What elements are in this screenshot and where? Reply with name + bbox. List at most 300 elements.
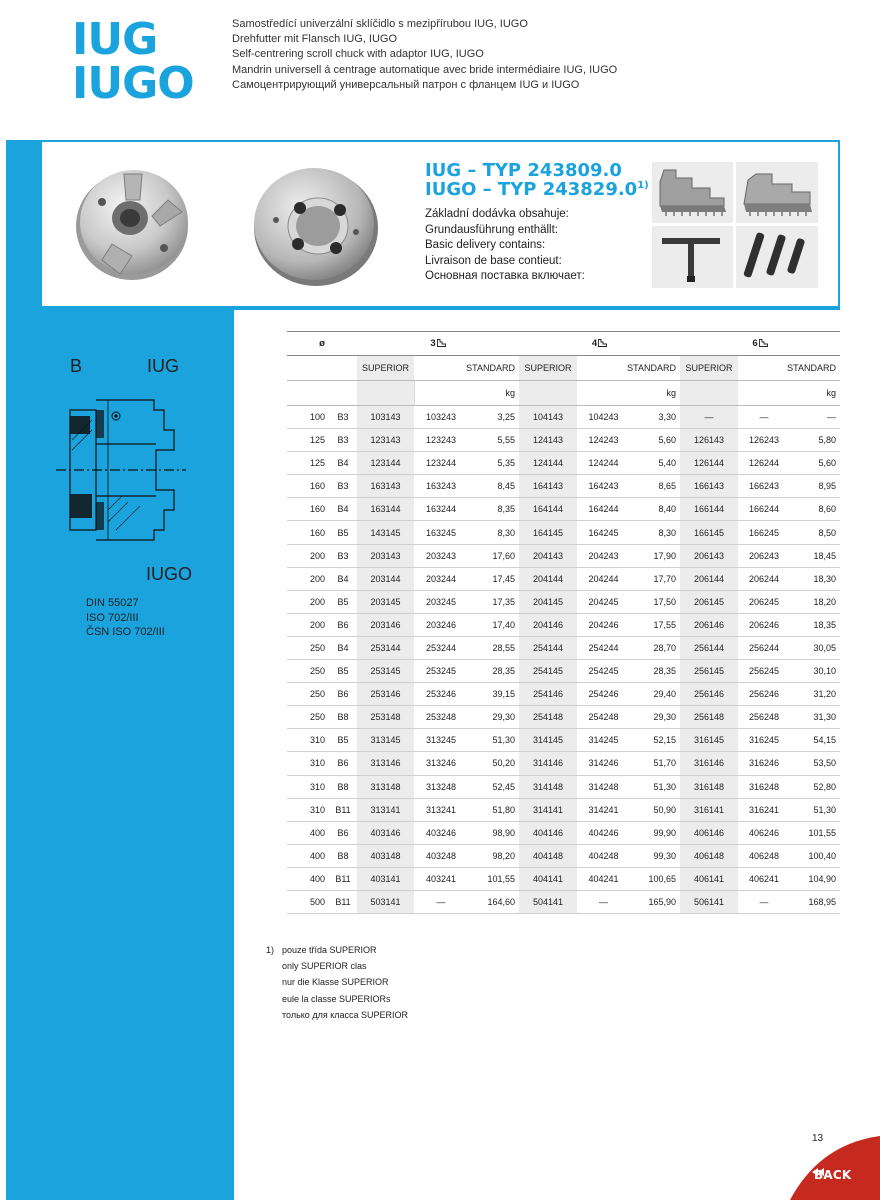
table-row [287, 452, 840, 475]
table-cell: 313141 [357, 798, 414, 821]
table-cell: 204245 [577, 590, 630, 613]
table-cell: 17,55 [630, 613, 680, 636]
table-cell: 28,70 [630, 636, 680, 659]
jaws-3-header [357, 332, 519, 356]
table-cell: — [738, 406, 790, 429]
table-cell: 404148 [519, 844, 577, 867]
table-cell: 30,10 [790, 660, 840, 683]
table-row [287, 729, 840, 752]
table-cell: 254248 [577, 706, 630, 729]
table-cell: 51,70 [630, 752, 680, 775]
table-cell: 28,55 [468, 636, 519, 659]
table-row [287, 429, 840, 452]
table-cell: 17,45 [468, 567, 519, 590]
table-cell: 204243 [577, 544, 630, 567]
table-cell: 8,65 [630, 475, 680, 498]
table-cell: 254144 [519, 636, 577, 659]
table-cell: 8,35 [468, 498, 519, 521]
table-cell: 406246 [738, 821, 790, 844]
table-cell: 313148 [357, 775, 414, 798]
table-cell: 253148 [357, 706, 414, 729]
table-cell: 206144 [680, 567, 738, 590]
table-cell: 253245 [414, 660, 468, 683]
table-cell: 250 [287, 636, 329, 659]
table-cell: 143145 [357, 521, 414, 544]
table-cell: B6 [329, 821, 357, 844]
table-cell: 5,35 [468, 452, 519, 475]
table-cell: 256245 [738, 660, 790, 683]
table-cell: 406146 [680, 821, 738, 844]
table-cell: 404141 [519, 867, 577, 890]
footnote-lines [282, 942, 408, 1023]
footnote [266, 942, 408, 1023]
empty-cell [577, 381, 630, 406]
table-cell: 100,40 [790, 844, 840, 867]
table-cell: 164145 [519, 521, 577, 544]
table-cell: B8 [329, 775, 357, 798]
table-row [287, 498, 840, 521]
table-cell: 101,55 [790, 821, 840, 844]
table-cell: 98,90 [468, 821, 519, 844]
table-cell: B11 [329, 798, 357, 821]
table-cell: 200 [287, 613, 329, 636]
delivery-de: Grundausführung enthällt: [425, 223, 558, 236]
table-cell: 316141 [680, 798, 738, 821]
jaw-icon [437, 339, 446, 347]
table-cell: B11 [329, 867, 357, 890]
table-cell: 203145 [357, 590, 414, 613]
table-cell: 403141 [357, 867, 414, 890]
table-cell: 253248 [414, 706, 468, 729]
table-cell: 51,80 [468, 798, 519, 821]
table-cell: 104,90 [790, 867, 840, 890]
header-row-class [287, 356, 840, 381]
table-cell: B4 [329, 567, 357, 590]
table-cell: 310 [287, 798, 329, 821]
table-cell: 163243 [414, 475, 468, 498]
table-cell: 406248 [738, 844, 790, 867]
table-cell: 31,30 [790, 706, 840, 729]
table-cell: 163144 [357, 498, 414, 521]
table-cell: B3 [329, 429, 357, 452]
delivery-fr: Livraison de base contieut: [425, 254, 562, 267]
table-cell: 54,15 [790, 729, 840, 752]
table-cell: B4 [329, 498, 357, 521]
table-cell: 164144 [519, 498, 577, 521]
jaw-icon [759, 339, 768, 347]
col-standard: STANDARD [414, 356, 519, 381]
title-ru: Самоцентрирующий универсальный патрон с фланцем IUG и IUGO [232, 78, 580, 91]
table-cell: 404246 [577, 821, 630, 844]
table-cell: 52,80 [790, 775, 840, 798]
table-cell: 166244 [738, 498, 790, 521]
footnote-line-ru: только для класса SUPERIOR [282, 1009, 408, 1020]
table-cell: 316146 [680, 752, 738, 775]
table-cell: 103243 [414, 406, 468, 429]
table-cell: 125 [287, 452, 329, 475]
table-cell: B6 [329, 613, 357, 636]
table-row [287, 590, 840, 613]
table-cell: 99,90 [630, 821, 680, 844]
table-row [287, 844, 840, 867]
table-cell: 17,70 [630, 567, 680, 590]
table-cell: 314241 [577, 798, 630, 821]
table-cell: 206245 [738, 590, 790, 613]
label-b: B [70, 356, 83, 376]
table-cell: 250 [287, 706, 329, 729]
footnote-line-cz: pouze třída SUPERIOR [282, 945, 377, 955]
norm-csn: ČSN ISO 702/III [86, 626, 165, 638]
table-cell: 8,30 [630, 521, 680, 544]
table-cell: 168,95 [790, 890, 840, 913]
table-cell: 164244 [577, 498, 630, 521]
table-cell: 8,40 [630, 498, 680, 521]
table-cell: 160 [287, 521, 329, 544]
table-cell: 29,40 [630, 683, 680, 706]
table-cell: B4 [329, 636, 357, 659]
jaws-4-header [519, 332, 680, 356]
table-row [287, 775, 840, 798]
table-cell: 256145 [680, 660, 738, 683]
unit-kg: kg [790, 381, 840, 406]
table-row [287, 660, 840, 683]
table-cell: 206145 [680, 590, 738, 613]
table-cell: 253145 [357, 660, 414, 683]
jaws-4-label: 4 [591, 338, 598, 349]
table-cell: 203246 [414, 613, 468, 636]
table-cell: 200 [287, 544, 329, 567]
table-cell: 314146 [519, 752, 577, 775]
table-cell: 254146 [519, 683, 577, 706]
table-cell: 166144 [680, 498, 738, 521]
table-cell: 316248 [738, 775, 790, 798]
table-cell: 314245 [577, 729, 630, 752]
norms-list [86, 596, 165, 640]
empty-cell [287, 381, 329, 406]
table-cell: B5 [329, 590, 357, 613]
table-cell: 406241 [738, 867, 790, 890]
table-cell: B4 [329, 452, 357, 475]
header-row-units [287, 381, 840, 406]
table-cell: 39,15 [468, 683, 519, 706]
table-cell: 254145 [519, 660, 577, 683]
table-cell: 256144 [680, 636, 738, 659]
table-cell: 164143 [519, 475, 577, 498]
table-row [287, 521, 840, 544]
footnote-line-de: nur die Klasse SUPERIOR [282, 977, 389, 988]
table-cell: 3,30 [630, 406, 680, 429]
table-cell: 28,35 [468, 660, 519, 683]
table-cell: 124244 [577, 452, 630, 475]
back-label[interactable]: BACK [814, 1168, 852, 1182]
table-cell: 125 [287, 429, 329, 452]
table-cell: 313241 [414, 798, 468, 821]
empty-cell [414, 381, 468, 406]
table-cell: 17,90 [630, 544, 680, 567]
table-cell: 203243 [414, 544, 468, 567]
table-row [287, 867, 840, 890]
table-cell: 3,25 [468, 406, 519, 429]
table-cell: 5,60 [790, 452, 840, 475]
table-cell: 256248 [738, 706, 790, 729]
table-cell: 310 [287, 729, 329, 752]
table-cell: 254245 [577, 660, 630, 683]
table-cell: B3 [329, 544, 357, 567]
footnote-ref: 1) [637, 180, 649, 191]
table-body [287, 406, 840, 914]
table-cell: 103143 [357, 406, 414, 429]
table-cell: 51,30 [468, 729, 519, 752]
norm-iso: ISO 702/III [86, 611, 139, 624]
empty-cell [329, 356, 357, 381]
table-cell: 204143 [519, 544, 577, 567]
table-cell: 316241 [738, 798, 790, 821]
table-cell: 163244 [414, 498, 468, 521]
table-cell: 104143 [519, 406, 577, 429]
table-cell: 256148 [680, 706, 738, 729]
table-cell: 160 [287, 498, 329, 521]
chuck-table [287, 331, 840, 914]
table-cell: B8 [329, 706, 357, 729]
diameter-header: ø [287, 332, 357, 356]
table-cell: 164243 [577, 475, 630, 498]
table-cell: 314148 [519, 775, 577, 798]
table-cell: — [414, 890, 468, 913]
type-heading [425, 161, 649, 199]
col-superior: SUPERIOR [519, 356, 577, 381]
table-cell: 316148 [680, 775, 738, 798]
label-iugo: IUGO [146, 564, 193, 584]
table-cell: 5,55 [468, 429, 519, 452]
table-cell: 51,30 [790, 798, 840, 821]
title-en: Self-centrering scroll chuck with adaptor IUG, IUGO [232, 48, 484, 61]
table-cell: 101,55 [468, 867, 519, 890]
table-row [287, 544, 840, 567]
table-cell: 500 [287, 890, 329, 913]
table-cell: 203146 [357, 613, 414, 636]
table-cell: 18,45 [790, 544, 840, 567]
jaws-6-label: 6 [752, 338, 758, 349]
table-cell: 404146 [519, 821, 577, 844]
table-cell: 400 [287, 867, 329, 890]
table-cell: 204244 [577, 567, 630, 590]
type-iugo [425, 180, 649, 199]
table-cell: 52,15 [630, 729, 680, 752]
empty-cell [738, 381, 790, 406]
label-iug: IUG [147, 356, 180, 376]
table-cell: 50,90 [630, 798, 680, 821]
table-cell: B5 [329, 521, 357, 544]
table-header [287, 332, 840, 406]
table-cell: 206244 [738, 567, 790, 590]
table-cell: 254244 [577, 636, 630, 659]
table-cell: 100,65 [630, 867, 680, 890]
table-row [287, 752, 840, 775]
table-cell: 123143 [357, 429, 414, 452]
table-cell: 165,90 [630, 890, 680, 913]
table-cell: 316245 [738, 729, 790, 752]
table-cell: 124144 [519, 452, 577, 475]
table-cell: 253246 [414, 683, 468, 706]
col-superior: SUPERIOR [680, 356, 738, 381]
table-cell: 403246 [414, 821, 468, 844]
table-cell: 163143 [357, 475, 414, 498]
table-cell: 8,30 [468, 521, 519, 544]
table-cell: 316145 [680, 729, 738, 752]
table-cell: 250 [287, 683, 329, 706]
table-cell: 31,20 [790, 683, 840, 706]
table-cell: 28,35 [630, 660, 680, 683]
table-cell: 256244 [738, 636, 790, 659]
table-cell: 126143 [680, 429, 738, 452]
table-cell: 314246 [577, 752, 630, 775]
table-cell: B6 [329, 752, 357, 775]
logo [72, 14, 194, 109]
table-cell: 18,30 [790, 567, 840, 590]
table-cell: 204246 [577, 613, 630, 636]
product-titles [232, 17, 617, 93]
jaws-6-header [680, 332, 840, 356]
type-iug: IUG – TYP 243809.0 [425, 160, 622, 181]
logo-line-2: IUGO [72, 58, 194, 109]
unit-kg: kg [630, 381, 680, 406]
table-cell: 166243 [738, 475, 790, 498]
page-number: 13 [812, 1133, 824, 1144]
table-row [287, 567, 840, 590]
table-cell: 403248 [414, 844, 468, 867]
table-cell: 166245 [738, 521, 790, 544]
table-cell: 124143 [519, 429, 577, 452]
delivery-ru: Основная поставка включает: [425, 270, 585, 282]
table-cell: 52,45 [468, 775, 519, 798]
delivery-cz: Základní dodávka obsahuje: [425, 208, 569, 220]
table-cell: 314248 [577, 775, 630, 798]
table-row [287, 613, 840, 636]
logo-line-1: IUG [72, 14, 158, 65]
table-cell: 123243 [414, 429, 468, 452]
table-cell: 253146 [357, 683, 414, 706]
delivery-en: Basic delivery contains: [425, 239, 546, 251]
table-cell: 5,60 [630, 429, 680, 452]
table-cell: 164,60 [468, 890, 519, 913]
title-de: Drehfutter mit Flansch IUG, IUGO [232, 33, 398, 46]
table-cell: — [577, 890, 630, 913]
table-cell: — [790, 406, 840, 429]
table-cell: B6 [329, 683, 357, 706]
table-row [287, 406, 840, 429]
table-cell: 18,35 [790, 613, 840, 636]
table-cell: 310 [287, 752, 329, 775]
footnote-number: 1) [266, 945, 275, 955]
title-cz: Samostředící univerzální sklíčidlo s mezipřírubou IUG, IUGO [232, 18, 528, 30]
table-cell: B5 [329, 729, 357, 752]
table-cell: 8,50 [790, 521, 840, 544]
col-standard: STANDARD [577, 356, 680, 381]
norm-din: DIN 55027 [86, 597, 139, 609]
empty-cell [519, 381, 577, 406]
table-cell: 400 [287, 844, 329, 867]
table-cell: 200 [287, 567, 329, 590]
footnote-line-fr: eule la classe SUPERIORs [282, 993, 391, 1004]
table-row [287, 636, 840, 659]
table-cell: 8,45 [468, 475, 519, 498]
flange-image [252, 162, 380, 290]
table-cell: 400 [287, 821, 329, 844]
table-cell: 404241 [577, 867, 630, 890]
table-cell: 17,40 [468, 613, 519, 636]
table-row [287, 821, 840, 844]
table-cell: 126144 [680, 452, 738, 475]
table-cell: 313246 [414, 752, 468, 775]
table-cell: 160 [287, 475, 329, 498]
table-cell: 403148 [357, 844, 414, 867]
table-cell: 99,30 [630, 844, 680, 867]
table-cell: 164245 [577, 521, 630, 544]
col-superior: SUPERIOR [357, 356, 414, 381]
table-cell: 17,35 [468, 590, 519, 613]
table-cell: 404248 [577, 844, 630, 867]
table-cell: 206143 [680, 544, 738, 567]
chuck-image [72, 160, 200, 288]
table-row [287, 683, 840, 706]
empty-cell [357, 381, 414, 406]
empty-cell [329, 381, 357, 406]
table-cell: B3 [329, 475, 357, 498]
table-cell: 314145 [519, 729, 577, 752]
table-cell: 310 [287, 775, 329, 798]
table-cell: 254148 [519, 706, 577, 729]
table-cell: 316246 [738, 752, 790, 775]
table-cell: 200 [287, 590, 329, 613]
table-cell: B3 [329, 406, 357, 429]
table-cell: 123144 [357, 452, 414, 475]
table-cell: 203245 [414, 590, 468, 613]
table-cell: 123244 [414, 452, 468, 475]
table-row [287, 706, 840, 729]
table-cell: 206246 [738, 613, 790, 636]
table-cell: 403241 [414, 867, 468, 890]
table-row [287, 798, 840, 821]
title-fr: Mandrin universell á centrage automatique avec bride intermédiaire IUG, IUGO [232, 63, 618, 76]
delivery-contents [425, 207, 585, 285]
table-cell: 206146 [680, 613, 738, 636]
table-cell: 17,60 [468, 544, 519, 567]
table-cell: 53,50 [790, 752, 840, 775]
table-cell: 254246 [577, 683, 630, 706]
table-cell: 203244 [414, 567, 468, 590]
jaw-icon [598, 339, 607, 347]
table-cell: 124243 [577, 429, 630, 452]
table-cell: 504141 [519, 890, 577, 913]
table-row [287, 475, 840, 498]
table-cell: B8 [329, 844, 357, 867]
jaws-3-label: 3 [430, 338, 436, 349]
table-cell: — [738, 890, 790, 913]
table-cell: B11 [329, 890, 357, 913]
table-row [287, 890, 840, 913]
table-cell: 8,60 [790, 498, 840, 521]
table-cell: B5 [329, 660, 357, 683]
table-cell: 256246 [738, 683, 790, 706]
footnote-line-en: only SUPERIOR clas [282, 961, 367, 972]
empty-cell [287, 356, 329, 381]
table-cell: 30,05 [790, 636, 840, 659]
table-cell: 313248 [414, 775, 468, 798]
table-cell: 50,20 [468, 752, 519, 775]
table-cell: 206243 [738, 544, 790, 567]
header-row-jaws [287, 332, 840, 356]
table-cell: 98,20 [468, 844, 519, 867]
